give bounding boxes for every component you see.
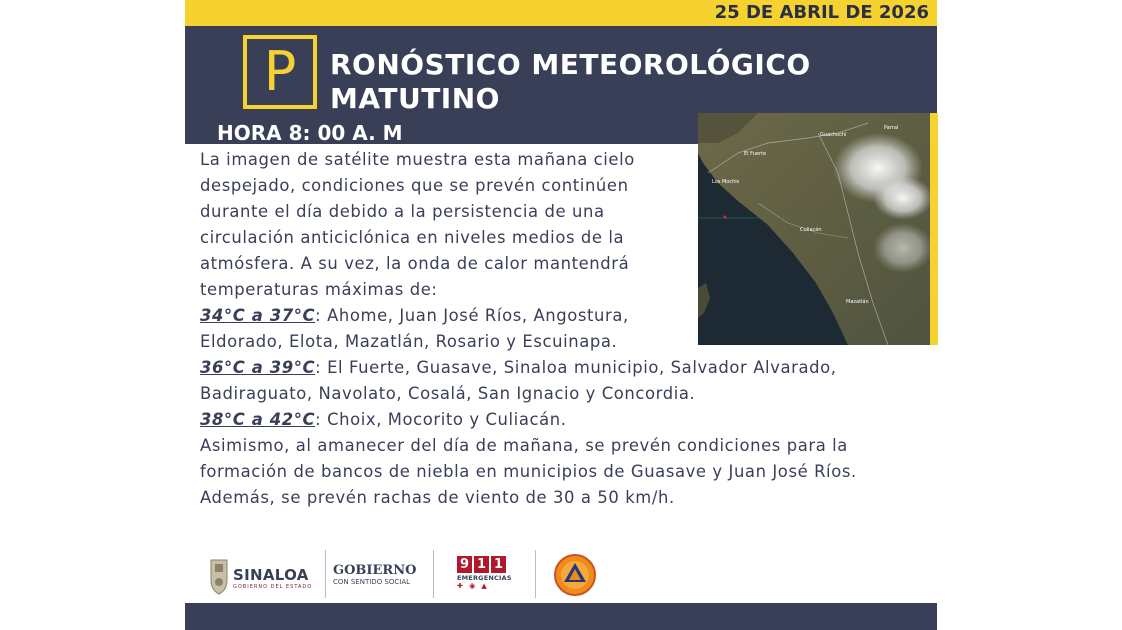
map-label-culiacan: Culiacán [800, 227, 822, 233]
proteccion-civil-icon [553, 553, 597, 597]
gobierno-logo-subtext: CON SENTIDO SOCIAL [333, 578, 411, 586]
temp-range-1-value: 34°C a 37°C [200, 306, 316, 325]
temp-range-3-value: 38°C a 42°C [200, 410, 316, 429]
para-1-line-6: temperaturas máximas de: [200, 280, 438, 299]
temp-range-3 [200, 407, 930, 433]
temp-range-1-places-cont: Eldorado, Elota, Mazatlán, Rosario y Escuinapa. [200, 332, 618, 351]
temp-range-2-value: 36°C a 39°C [200, 358, 316, 377]
temp-range-2-places: : El Fuerte, Guasave, Sinaloa municipio, Salvador Alvarado, [315, 358, 837, 377]
title-line-2: MATUTINO [330, 82, 500, 115]
map-label-guachochi: Guachochi [820, 132, 847, 138]
para-1-line-4: circulación anticiclónica en niveles medios de la [200, 228, 625, 247]
title-line-1: RONÓSTICO METEOROLÓGICO [330, 48, 811, 81]
map-label-el-fuerte: El Fuerte [744, 151, 767, 157]
para-3-line-1: Además, se prevén rachas de viento de 30 a 50 km/h. [200, 488, 675, 507]
temp-range-1 [200, 303, 682, 329]
para-1-line-1: La imagen de satélite muestra esta mañana cielo [200, 150, 635, 169]
e911-digits [457, 556, 509, 573]
e911-word: EMERGENCIAS [457, 574, 512, 582]
para-1-line-5: atmósfera. A su vez, la onda de calor mantendrá [200, 254, 630, 273]
logo-divider [535, 550, 536, 598]
sinaloa-logo-subtext: GOBIERNO DEL ESTADO [233, 584, 313, 590]
temp-range-1-places: : Ahome, Juan José Ríos, Angostura, [315, 306, 629, 325]
map-label-los-mochis: Los Mochis [712, 179, 740, 185]
forecast-time: HORA 8: 00 A. M [217, 121, 403, 145]
para-1-line-2: despejado, condiciones que se prevén continúen [200, 176, 629, 195]
page-title [330, 48, 811, 116]
para-2-line-2: formación de bancos de niebla en municipios de Guasave y Juan José Ríos. [200, 462, 857, 481]
logo-divider [325, 550, 326, 598]
forecast-text [200, 147, 930, 511]
bulletin-card [185, 0, 937, 630]
map-label-parral: Parral [884, 125, 899, 131]
e911-digit: 1 [491, 556, 506, 573]
footer-bar [185, 603, 937, 630]
e911-digit: 9 [457, 556, 472, 573]
gobierno-logo-text: GOBIERNO [333, 563, 417, 578]
emergencias-911-logo [457, 556, 512, 596]
temp-range-2 [200, 355, 930, 381]
sinaloa-shield-icon [207, 554, 231, 598]
p-logo-box [243, 35, 317, 109]
para-2-line-1: Asimismo, al amanecer del día de mañana, se prevén condiciones para la [200, 436, 848, 455]
date-bar [185, 0, 937, 26]
emergency-icons: ✚ ◉ ▲ [457, 582, 489, 590]
temp-range-2-places-cont: Badiraguato, Navolato, Cosalá, San Ignacio y Concordia. [200, 384, 696, 403]
p-logo-letter: P [263, 40, 297, 103]
bulletin-date: 25 DE ABRIL DE 2026 [714, 2, 929, 23]
para-1-line-3: durante el día debido a la persistencia de una [200, 202, 605, 221]
temp-range-3-places: : Choix, Mocorito y Culiacán. [315, 410, 567, 429]
logos-strip [185, 548, 937, 603]
map-label-mazatlan: Mazatlán [846, 299, 869, 305]
logo-divider [433, 550, 434, 598]
sinaloa-logo-text: SINALOA [233, 566, 309, 584]
e911-digit: 1 [474, 556, 489, 573]
